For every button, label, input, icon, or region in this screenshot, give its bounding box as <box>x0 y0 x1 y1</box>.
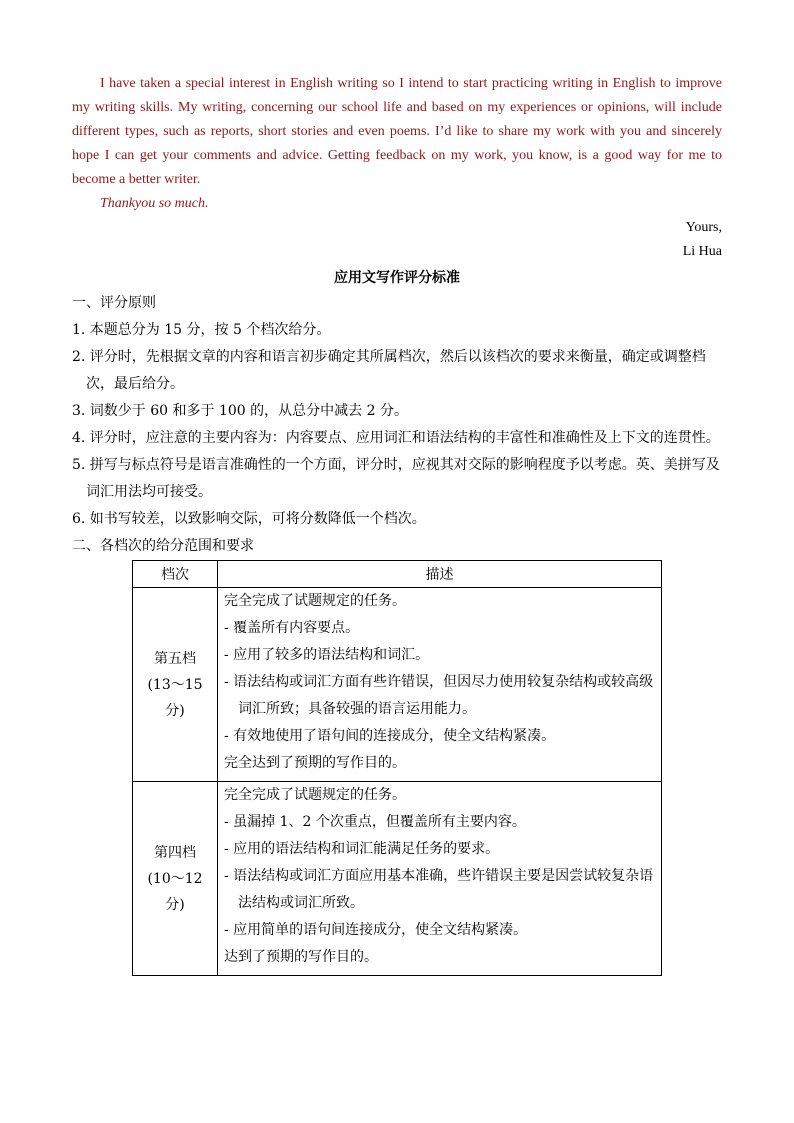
grading-table <box>132 560 662 976</box>
letter <box>72 72 722 216</box>
level-cell <box>133 588 218 782</box>
level-name: 第五档 <box>154 650 196 667</box>
principle-item: 5. 拼写与标点符号是语言准确性的一个方面，评分时，应视其对交际的影响程度予以考虑。英、美拼写及词汇用法均可接受。 <box>72 457 720 500</box>
scoring-title: 应用文写作评分标准 <box>334 270 460 286</box>
description-line: 完全完成了试题规定的任务。 <box>224 593 406 609</box>
description-line: - 有效地使用了语句间的连接成分，使全文结构紧凑。 <box>224 728 556 744</box>
description-line: 达到了预期的写作目的。 <box>224 949 378 965</box>
letter-body: I have taken a special interest in English writing so I intend to start practicing writing in English to improve my writing skills. My writing, concerning our school life and based on my experiences or opinions, will include different types, such as reports, short stories and even poems. I’d like to share my work with you and sincerely hope I can get your comments and advice. Getting feedback on my work, you know, is a good way for me to become a better writer. <box>72 76 722 187</box>
letter-closing: Yours, <box>685 220 722 235</box>
table-row <box>133 588 662 782</box>
principle-item: 1. 本题总分为 15 分，按 5 个档次给分。 <box>72 322 331 338</box>
description-line: - 应用了较多的语法结构和词汇。 <box>224 647 430 663</box>
description-line: - 应用简单的语句间连接成分，使全文结构紧凑。 <box>224 922 528 938</box>
description-line: - 语法结构或词汇方面应用基本准确，些许错误主要是因尝试较复杂语法结构或词汇所致。 <box>224 868 654 911</box>
description-line: 完全达到了预期的写作目的。 <box>224 755 406 771</box>
letter-thanks: Thankyou so much. <box>100 196 209 211</box>
level-cell <box>133 782 218 976</box>
level-range: (10～12 分) <box>147 870 203 913</box>
principle-item: 6. 如书写较差，以致影响交际，可将分数降低一个档次。 <box>72 511 426 527</box>
table-row <box>133 782 662 976</box>
description-line: - 语法结构或词汇方面有些许错误，但因尽力使用较复杂结构或较高级词汇所致；具备较强的语言运用能力。 <box>224 674 654 717</box>
principle-item: 3. 词数少于 60 和多于 100 的，从总分中减去 2 分。 <box>72 403 408 419</box>
description-line: - 应用的语法结构和词汇能满足任务的要求。 <box>224 841 500 857</box>
level-range: (13～15 分) <box>147 676 203 719</box>
table-header-row <box>133 561 662 588</box>
letter-signature-name: Li Hua <box>682 244 722 259</box>
section-heading-levels: 二、各档次的给分范围和要求 <box>72 538 254 554</box>
document-page <box>72 72 722 976</box>
principle-item: 4. 评分时，应注意的主要内容为：内容要点、应用词汇和语法结构的丰富性和准确性及上下文的连贯性。 <box>72 430 720 446</box>
section-heading-principles: 一、评分原则 <box>72 295 156 311</box>
description-line: - 覆盖所有内容要点。 <box>224 620 360 636</box>
principle-item: 2. 评分时，先根据文章的内容和语言初步确定其所属档次，然后以该档次的要求来衡量，确定或调整档次，最后给分。 <box>72 349 706 392</box>
level-name: 第四档 <box>154 844 196 861</box>
description-cell <box>218 782 662 976</box>
description-cell <box>218 588 662 782</box>
description-line: 完全完成了试题规定的任务。 <box>224 787 406 803</box>
column-header-description: 描述 <box>218 561 662 588</box>
description-line: - 虽漏掉 1、2 个次重点，但覆盖所有主要内容。 <box>224 814 526 830</box>
column-header-level: 档次 <box>133 561 218 588</box>
